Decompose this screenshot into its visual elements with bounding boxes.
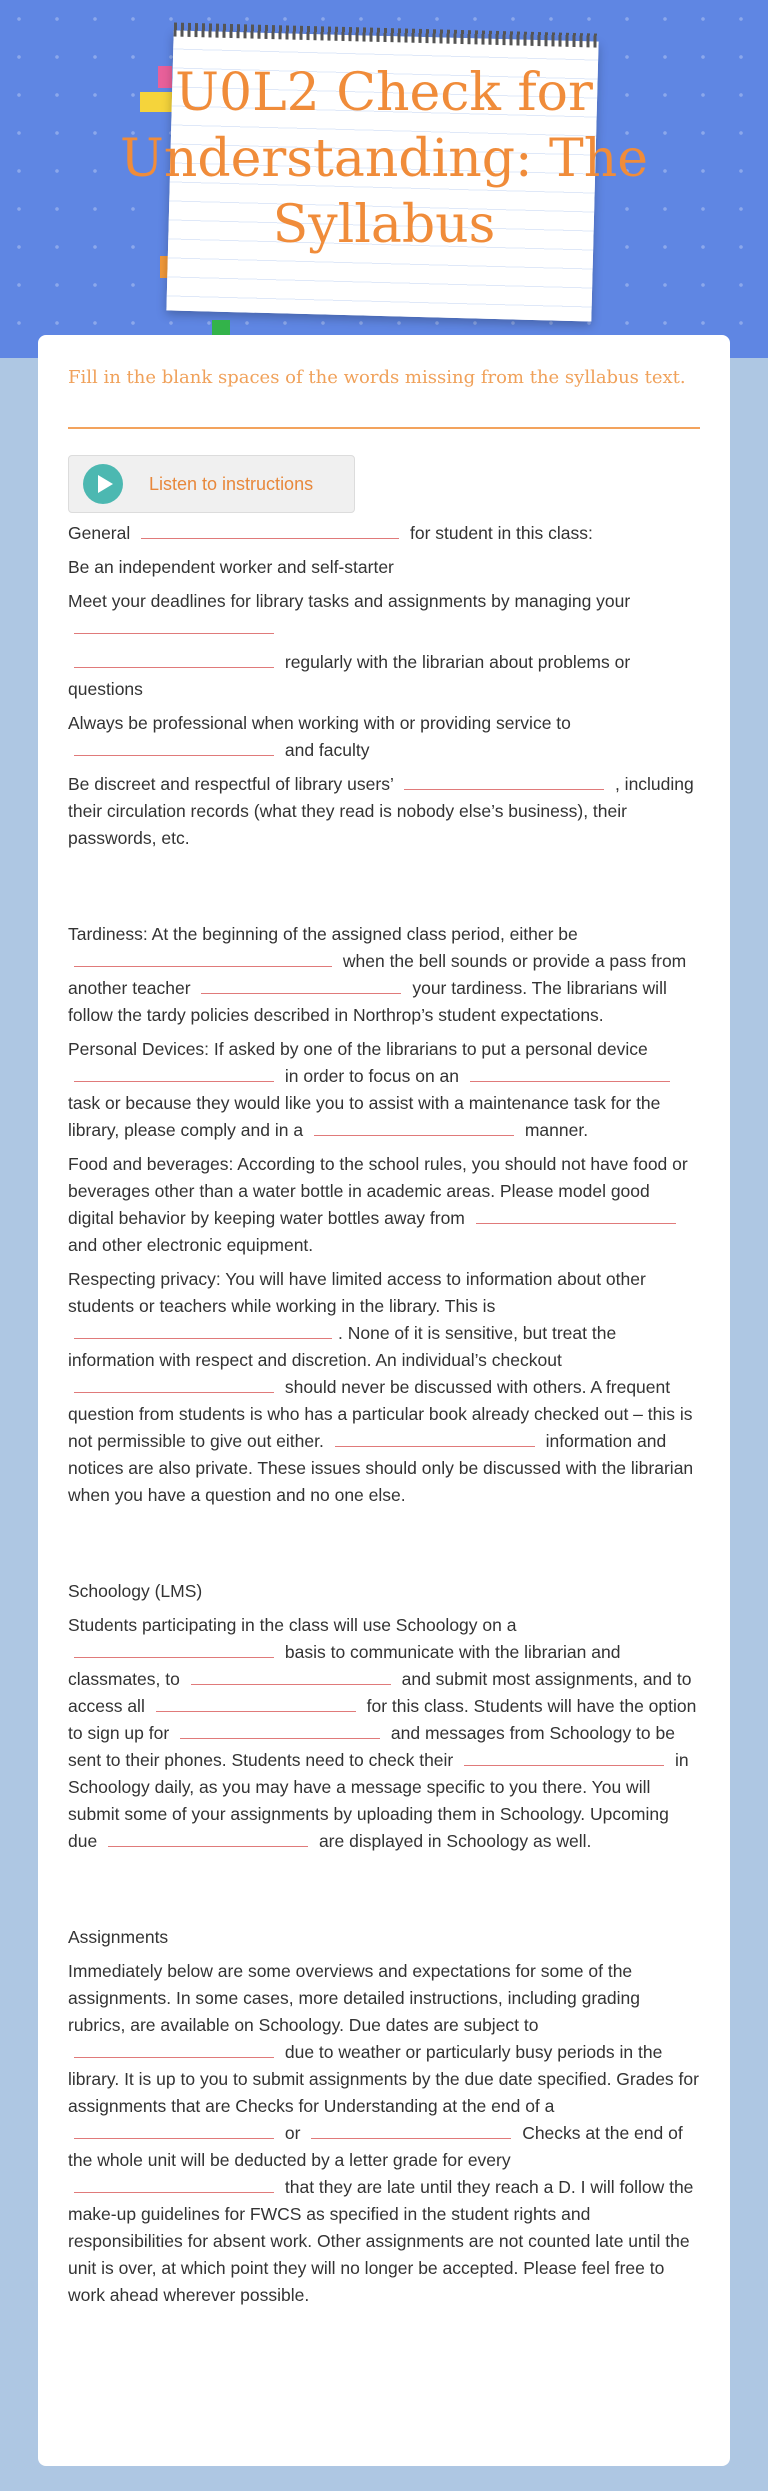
instructions-text: Fill in the blank spaces of the words missing from the syllabus text. bbox=[68, 367, 686, 388]
blank-input[interactable] bbox=[314, 1119, 514, 1136]
paragraph-self-starter: Be an independent worker and self-starter bbox=[68, 557, 394, 577]
blank-input[interactable] bbox=[191, 1668, 391, 1685]
page-title: U0L2 Check for Understanding: The Syllabus bbox=[120, 63, 648, 255]
notepad-spiral bbox=[174, 22, 599, 47]
paragraph-deadlines: Meet your deadlines for library tasks and assignments by managing your bbox=[68, 588, 700, 642]
blank-input[interactable] bbox=[141, 522, 399, 539]
blank-input[interactable] bbox=[74, 1065, 274, 1082]
blank-input[interactable] bbox=[74, 2041, 274, 2058]
blank-input[interactable] bbox=[74, 1322, 332, 1339]
listen-button-label: Listen to instructions bbox=[149, 474, 314, 494]
paragraph-personal-devices: Personal Devices: If asked by one of the librarians to put a personal device in order to focus on an task or because they would like you to assist with a maintenance task for the library, please comply and in a manner. bbox=[68, 1036, 700, 1144]
blank-input[interactable] bbox=[74, 617, 274, 634]
paragraph-assignments: Immediately below are some overviews and expectations for some of the assignments. In some cases, more detailed instructions, including grading rubrics, are available on Schoology. Due dates are subject to due to weather or particularly busy periods in the library. It is up to you to submit assignments by the due date specified. Grades for assignments that are Checks for Understanding at the end of a or Checks at the end of the whole unit will be deducted by a letter grade for every that they are late until they reach a D. I will follow the make-up guidelines for FWCS as specified in the student rights and responsibilities for absent work. Other assignments are not counted late until the unit is over, at which point they will no longer be accepted. Please feel free to work ahead wherever possible. bbox=[68, 1961, 699, 2305]
paragraph-privacy: Respecting privacy: You will have limited access to information about other students or teachers while working in the library. This is . None of it is sensitive, but treat the information with respect and discretion. An individual’s checkout should never be discussed with others. A frequent question from students is who has a particular book already checked out – this is not permissible to give out either. information and notices are also private. These issues should only be discussed with the librarian when you have a question and no one else. bbox=[68, 1269, 694, 1505]
blank-input[interactable] bbox=[311, 2122, 511, 2139]
blank-input[interactable] bbox=[108, 1830, 308, 1847]
worksheet-card bbox=[38, 335, 730, 2466]
blank-input[interactable] bbox=[74, 1376, 274, 1393]
blank-input[interactable] bbox=[74, 1641, 274, 1658]
blank-input[interactable] bbox=[74, 950, 332, 967]
header-banner bbox=[0, 0, 768, 358]
blank-input[interactable] bbox=[476, 1207, 676, 1224]
blank-input[interactable] bbox=[404, 773, 604, 790]
paragraph-communicate: regularly with the librarian about problems or questions bbox=[68, 652, 631, 699]
assignments-heading: Assignments bbox=[68, 1927, 169, 1947]
worksheet-body bbox=[68, 520, 700, 2316]
blank-input[interactable] bbox=[74, 651, 274, 668]
paragraph-discreet: Be discreet and respectful of library users’ , including their circulation records (what they read is nobody else’s business), their passwords, etc. bbox=[68, 774, 694, 848]
paragraph-food-beverages: Food and beverages: According to the school rules, you should not have food or beverages other than a water bottle in academic areas. Please model good digital behavior by keeping water bottles away from and other electronic equipment. bbox=[68, 1154, 688, 1255]
paragraph-general-heading: General for student in this class: bbox=[68, 523, 593, 543]
blank-input[interactable] bbox=[180, 1722, 380, 1739]
blank-input[interactable] bbox=[74, 2176, 274, 2193]
paragraph-schoology: Students participating in the class will use Schoology on a basis to communicate with the librarian and classmates, to and submit most assignments, and to access all for this class. Students will have the option to sign up for and messages from Schoology to be sent to their phones. Students need to check their in Schoology daily, as you may have a message specific to you there. You will submit some of your assignments by uploading them in Schoology. Upcoming due are displayed in Schoology as well. bbox=[68, 1615, 697, 1851]
blank-input[interactable] bbox=[74, 739, 274, 756]
blank-input[interactable] bbox=[335, 1430, 535, 1447]
blank-input[interactable] bbox=[201, 977, 401, 994]
listen-button[interactable] bbox=[68, 455, 355, 513]
paragraph-tardiness: Tardiness: At the beginning of the assigned class period, either be when the bell sounds or provide a pass from another teacher your tardiness. The librarians will follow the tardy policies described in Northrop’s student expectations. bbox=[68, 924, 687, 1025]
blank-input[interactable] bbox=[470, 1065, 670, 1082]
instructions-divider bbox=[68, 427, 700, 429]
play-icon bbox=[83, 464, 123, 504]
blank-input[interactable] bbox=[464, 1749, 664, 1766]
blank-input[interactable] bbox=[74, 2122, 274, 2139]
blank-input[interactable] bbox=[156, 1695, 356, 1712]
paragraph-professional: Always be professional when working with or providing service to and faculty bbox=[68, 713, 571, 760]
schoology-heading: Schoology (LMS) bbox=[68, 1581, 203, 1601]
notepad-tab-green bbox=[212, 320, 230, 336]
